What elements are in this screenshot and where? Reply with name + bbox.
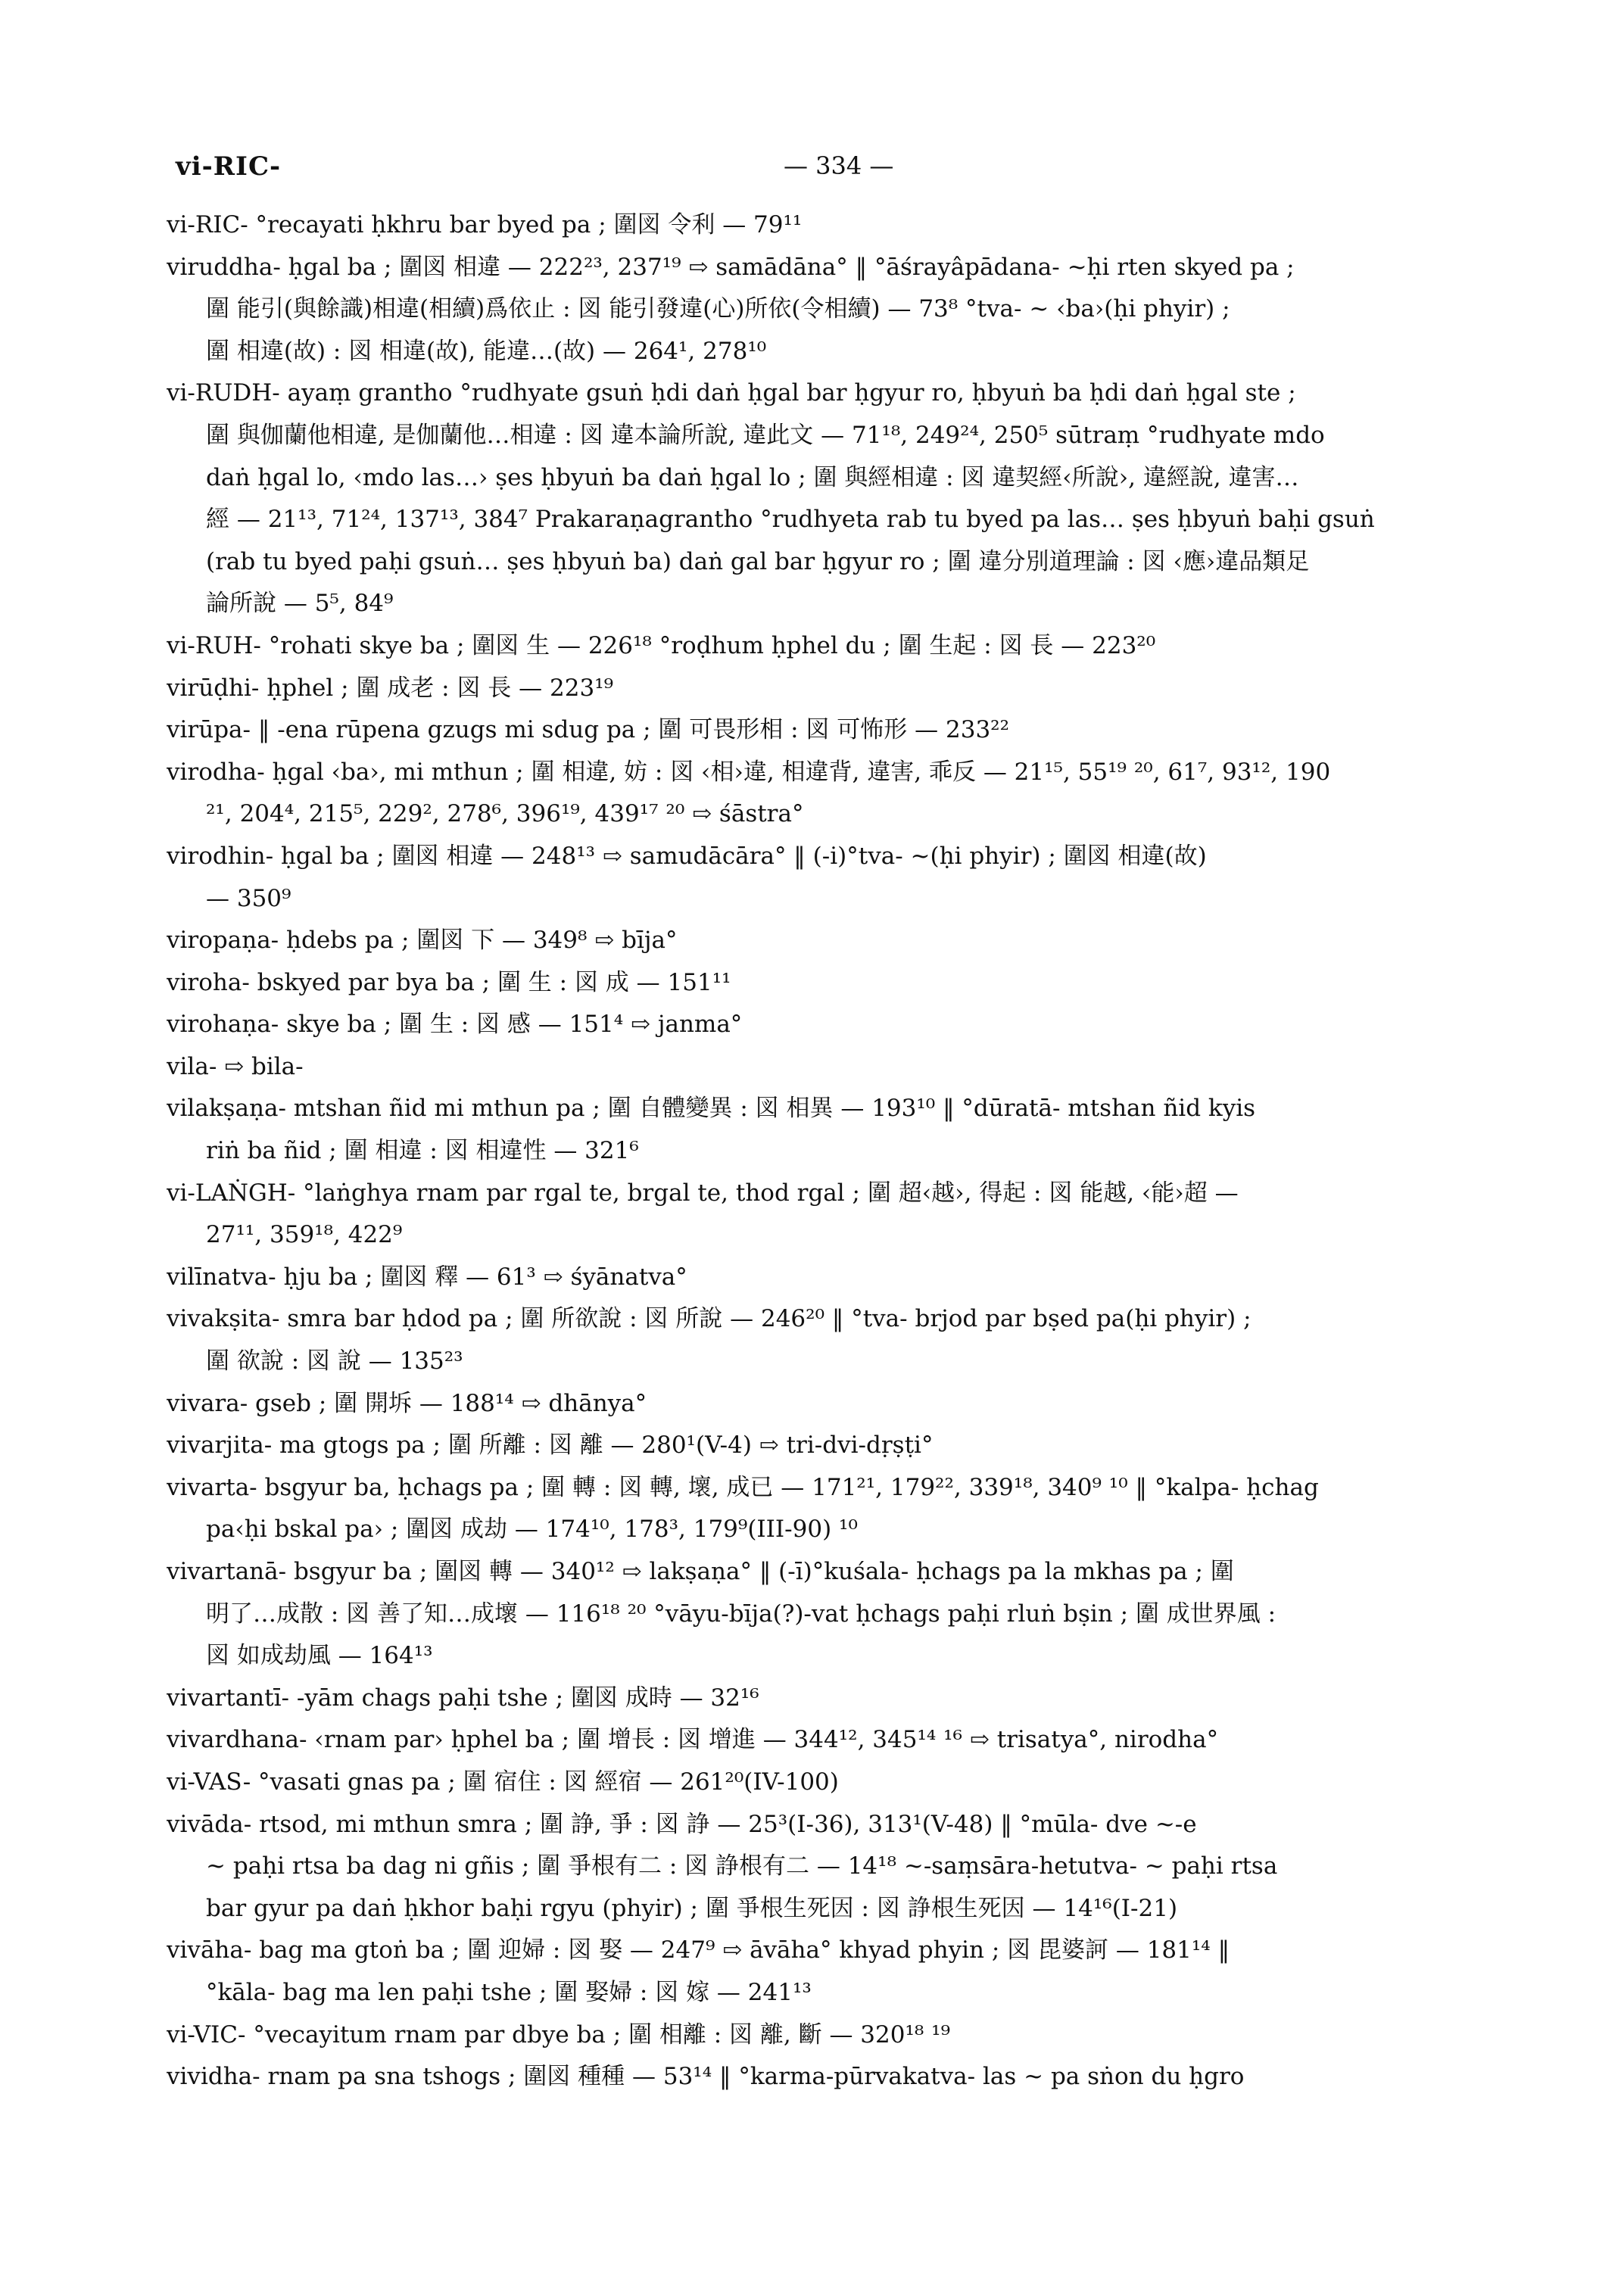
entry-line: vivartanā- bsgyur ba ; 圍図 轉 — 340¹² ⇨ lakṣaṇa° ‖ (-ī)°kuśala- ḥchags pa la mkhas pa ; 圍 bbox=[167, 1558, 1234, 1585]
entry-continuation-line: 圍 相違(故) : 図 相違(故), 能違…(故) — 264¹, 278¹⁰ bbox=[206, 337, 767, 365]
entry-continuation-line: 圍 能引(與餘識)相違(相續)爲依止 : 図 能引發違(心)所依(令相續) — 73⁸ °tva- ~ ‹ba›(ḥi phyir) ; bbox=[206, 295, 1230, 323]
entry-continuation-line: — 350⁹ bbox=[206, 884, 291, 912]
entry-line: vivakṣita- smra bar ḥdod pa ; 圍 所欲說 : 図 所說 — 246²⁰ ‖ °tva- brjod par bṣed pa(ḥi phyir) ; bbox=[167, 1305, 1252, 1333]
entry-line: vivardhana- ‹rnam par› ḥphel ba ; 圍 增長 : 図 增進 — 344¹², 345¹⁴ ¹⁶ ⇨ trisatya°, nirodha° bbox=[167, 1726, 1219, 1754]
entry-line: virodhin- ḥgal ba ; 圍図 相違 — 248¹³ ⇨ samudācāra° ‖ (-i)°tva- ~(ḥi phyir) ; 圍図 相違(故) bbox=[167, 842, 1207, 870]
entry-line: vivāha- bag ma gtoṅ ba ; 圍 迎婦 : 図 娶 — 247⁹ ⇨ āvāha° khyad phyin ; 図 毘婆訶 — 181¹⁴ ‖ bbox=[167, 1936, 1230, 1964]
running-head: vi-RIC- bbox=[176, 151, 282, 182]
entry-continuation-line: riṅ ba ñid ; 圍 相違 : 図 相違性 — 321⁶ bbox=[206, 1137, 639, 1165]
dictionary-entries bbox=[167, 204, 1507, 2098]
entry-line: vilakṣaṇa- mtshan ñid mi mthun pa ; 圍 自體變異 : 図 相異 — 193¹⁰ ‖ °dūratā- mtshan ñid kyis bbox=[167, 1095, 1256, 1123]
entry-continuation-line: pa‹ḥi bskal pa› ; 圍図 成劫 — 174¹⁰, 178³, 179⁹(III-90) ¹⁰ bbox=[206, 1516, 858, 1544]
entry-continuation-line: 図 如成劫風 — 164¹³ bbox=[206, 1642, 433, 1670]
entry-continuation-line: (rab tu byed paḥi gsuṅ… ṣes ḥbyuṅ ba) daṅ gal bar ḥgyur ro ; 圍 違分別道理論 : 図 ‹應›違品類足 bbox=[206, 547, 1310, 575]
entry-line: virūpa- ‖ -ena rūpena gzugs mi sdug pa ; 圍 可畏形相 : 図 可怖形 — 233²² bbox=[167, 716, 1010, 744]
entry-line: viropaṇa- ḥdebs pa ; 圍図 下 — 349⁸ ⇨ bīja° bbox=[167, 927, 678, 955]
entry-line: virohaṇa- skye ba ; 圍 生 : 図 感 — 151⁴ ⇨ janma° bbox=[167, 1011, 743, 1039]
entry-continuation-line: daṅ ḥgal lo, ‹mdo las…› ṣes ḥbyuṅ ba daṅ ḥgal lo ; 圍 與經相違 : 図 違契經‹所說›, 違經說, 違害… bbox=[206, 463, 1299, 491]
entry-line: vi-VIC- °vecayitum rnam par dbye ba ; 圍 相離 : 図 離, 斷 — 320¹⁸ ¹⁹ bbox=[167, 2020, 951, 2048]
entry-line: vivartantī- -yām chags paḥi tshe ; 圍図 成時 — 32¹⁶ bbox=[167, 1684, 759, 1712]
entry-continuation-line: 圍 欲說 : 図 說 — 135²³ bbox=[206, 1347, 463, 1375]
entry-line: vivāda- rtsod, mi mthun smra ; 圍 諍, 爭 : 図 諍 — 25³(I-36), 313¹(V-48) ‖ °mūla- dve ~-e bbox=[167, 1810, 1197, 1838]
entry-line: vi-RUH- °rohati skye ba ; 圍図 生 — 226¹⁸ °roḍhum ḥphel du ; 圍 生起 : 図 長 — 223²⁰ bbox=[167, 631, 1156, 659]
entry-line: vi-RUDH- ayaṃ grantho °rudhyate gsuṅ ḥdi daṅ ḥgal bar ḥgyur ro, ḥbyuṅ ba ḥdi daṅ ḥgal ste ; bbox=[167, 379, 1296, 407]
entry-continuation-line: 經 — 21¹³, 71²⁴, 137¹³, 384⁷ Prakaraṇagrantho °rudhyeta rab tu byed pa las… ṣes ḥbyuṅ baḥi gsuṅ bbox=[206, 506, 1375, 534]
entry-continuation-line: bar gyur pa daṅ ḥkhor baḥi rgyu (phyir) ; 圍 爭根生死因 : 図 諍根生死因 — 14¹⁶(I-21) bbox=[206, 1894, 1178, 1922]
entry-line: vila- ⇨ bila- bbox=[167, 1052, 304, 1080]
entry-line: vividha- rnam pa sna tshogs ; 圍図 種種 — 53¹⁴ ‖ °karma-pūrvakatva- las ~ pa sṅon du ḥgro bbox=[167, 2063, 1245, 2091]
entry-line: vilīnatva- ḥju ba ; 圍図 釋 — 61³ ⇨ śyānatva° bbox=[167, 1263, 687, 1291]
entry-line: vivarjita- ma gtogs pa ; 圍 所離 : 図 離 — 280¹(V-4) ⇨ tri-dvi-dṛṣṭi° bbox=[167, 1432, 934, 1460]
entry-continuation-line: 圍 與伽蘭他相違, 是伽蘭他…相違 : 図 違本論所說, 違此文 — 71¹⁸, 249²⁴, 250⁵ sūtraṃ °rudhyate mdo bbox=[206, 421, 1325, 449]
entry-continuation-line: 明了…成散 : 図 善了知…成壞 — 116¹⁸ ²⁰ °vāyu-bīja(?)-vat ḥchags paḥi rluṅ bṣin ; 圍 成世界風 : bbox=[206, 1600, 1276, 1628]
entry-line: vi-LAṄGH- °laṅghya rnam par rgal te, brgal te, thod rgal ; 圍 超‹越›, 得起 : 図 能越, ‹能›超 — bbox=[167, 1179, 1239, 1207]
entry-line: vivarta- bsgyur ba, ḥchags pa ; 圍 轉 : 図 轉, 壞, 成已 — 171²¹, 179²², 339¹⁸, 340⁹ ¹⁰ ‖ °kalpa- ḥchag bbox=[167, 1473, 1319, 1501]
entry-continuation-line: ²¹, 204⁴, 215⁵, 229², 278⁶, 396¹⁹, 439¹⁷ ²⁰ ⇨ śāstra° bbox=[206, 800, 804, 828]
entry-line: virodha- ḥgal ‹ba›, mi mthun ; 圍 相違, 妨 : 図 ‹相›違, 相違背, 違害, 乖反 — 21¹⁵, 55¹⁹ ²⁰, 61⁷, 93¹², 190 bbox=[167, 758, 1331, 786]
page-number: — 334 — bbox=[784, 151, 894, 180]
entry-continuation-line: ~ paḥi rtsa ba dag ni gñis ; 圍 爭根有二 : 図 諍根有二 — 14¹⁸ ~-saṃsāra-hetutva- ~ paḥi rtsa bbox=[206, 1852, 1278, 1880]
entry-line: viroha- bskyed par bya ba ; 圍 生 : 図 成 — 151¹¹ bbox=[167, 968, 731, 996]
entry-continuation-line: 27¹¹, 359¹⁸, 422⁹ bbox=[206, 1221, 403, 1249]
entry-continuation-line: 論所說 — 5⁵, 84⁹ bbox=[206, 590, 394, 618]
entry-line: virūḍhi- ḥphel ; 圍 成老 : 図 長 — 223¹⁹ bbox=[167, 674, 614, 702]
entry-line: viruddha- ḥgal ba ; 圍図 相違 — 222²³, 237¹⁹ ⇨ samādāna° ‖ °āśrayâpādana- ~ḥi rten skyed pa ; bbox=[167, 253, 1295, 281]
entry-line: vi-RIC- °recayati ḥkhru bar byed pa ; 圍図 令利 — 79¹¹ bbox=[167, 211, 803, 238]
entry-continuation-line: °kāla- bag ma len paḥi tshe ; 圍 娶婦 : 図 嫁 — 241¹³ bbox=[206, 1978, 812, 2006]
entry-line: vi-VAS- °vasati gnas pa ; 圍 宿住 : 図 經宿 — 261²⁰(IV-100) bbox=[167, 1768, 839, 1796]
entry-line: vivara- gseb ; 圍 開坼 — 188¹⁴ ⇨ dhānya° bbox=[167, 1389, 647, 1417]
